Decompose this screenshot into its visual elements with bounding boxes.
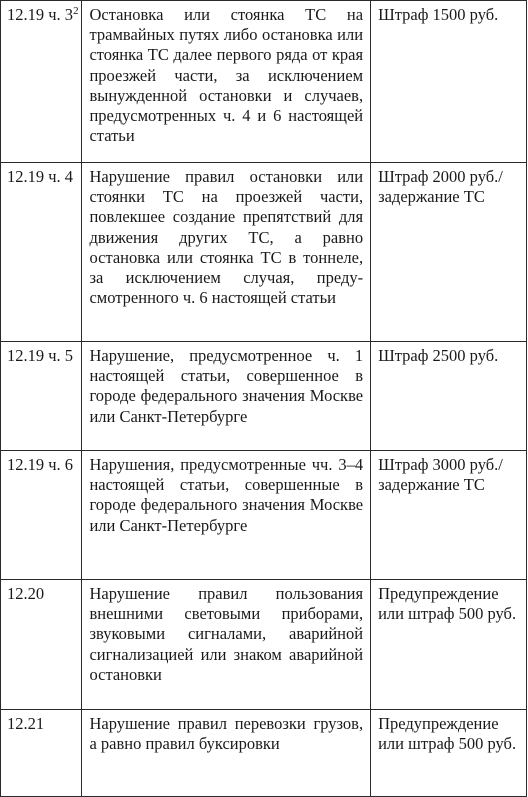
description-cell: Нарушение правил перевозки грузов, а равно правил буксировки [82,710,371,797]
table-row [1,342,527,451]
table-row [1,580,527,710]
description-cell: Остановка или стоянка ТС на трамвайных путях либо остановка или стоянка ТС далее первого ряда от края проезжей части, за исключением вынужденной остановки и случаев, предусмотренных ч. 4 и 6 настоящей статьи [82,1,371,163]
description-cell: Нарушение правил пользования внешними световыми приборами, звуковыми сигналами, аварийной сигнализацией или знаком аварийной остановки [82,580,371,710]
article-cell: 12.21 [1,710,82,797]
penalty-cell: Предупреждение или штраф 500 руб. [371,710,527,797]
penalty-cell: Предупреждение или штраф 500 руб. [371,580,527,710]
table-row [1,1,527,163]
article-cell: 12.20 [1,580,82,710]
article-cell: 12.19 ч. 6 [1,451,82,580]
penalty-cell: Штраф 1500 руб. [371,1,527,163]
description-cell: Нарушение, предусмотренное ч. 1 настоящей статьи, совершенное в городе федерального значения Москве или Санкт-Петербурге [82,342,371,451]
article-cell [1,1,82,163]
article-cell: 12.19 ч. 5 [1,342,82,451]
article-cell: 12.19 ч. 4 [1,163,82,342]
table-row [1,710,527,797]
penalty-cell: Штраф 3000 руб./ задержание ТС [371,451,527,580]
description-cell: Нарушение правил остановки или стоянки ТС на проезжей части, повлекшее создание препятствий для движения других ТС, а равно остановка или стоянка ТС в тоннеле, за исключением случая, предусмотренного ч. 6 настоящей статьи [82,163,371,342]
table-row [1,451,527,580]
penalty-cell: Штраф 2000 руб./ задержание ТС [371,163,527,342]
penalty-cell: Штраф 2500 руб. [371,342,527,451]
table-row [1,163,527,342]
article-number: 12.19 ч. 3 [7,5,74,24]
article-superscript: 2 [73,5,79,17]
description-cell: Нарушения, предусмотренные чч. 3–4 настоящей статьи, совершенные в городе федерального значения Москве или Санкт-Петербурге [82,451,371,580]
